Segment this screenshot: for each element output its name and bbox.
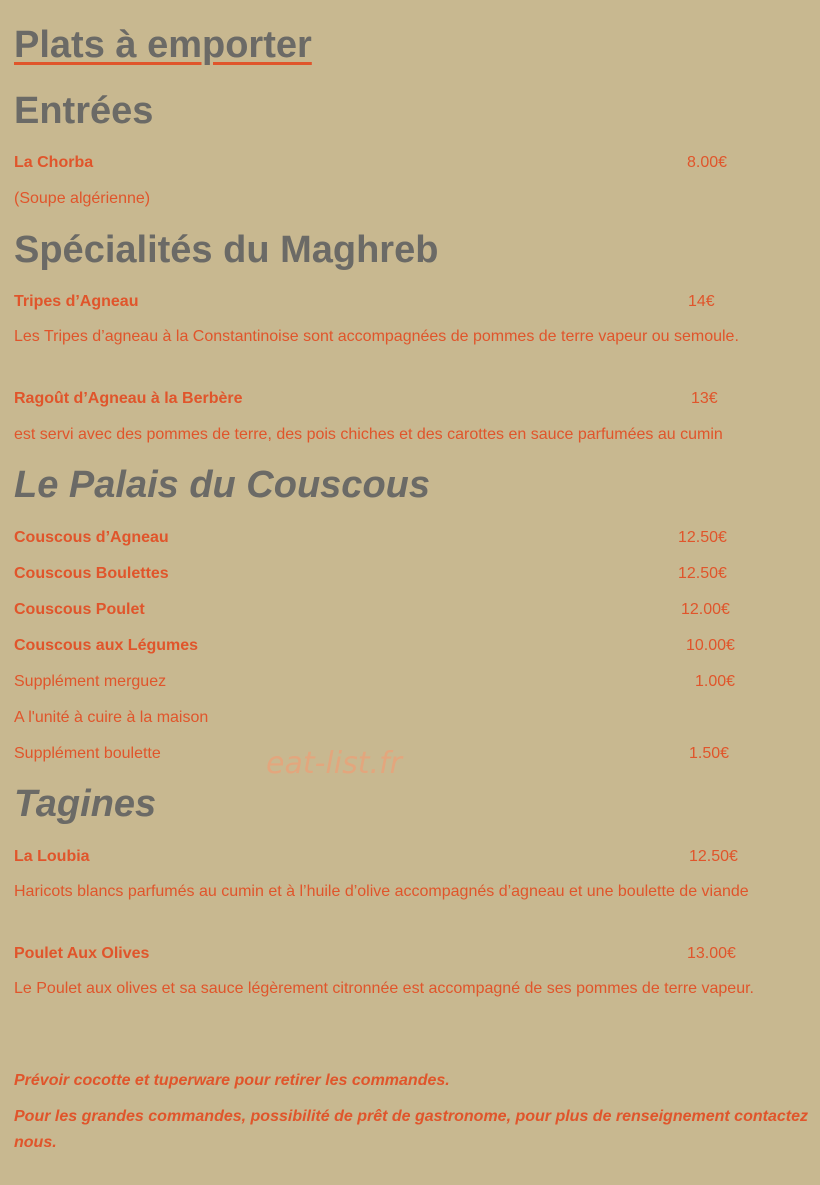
item-price-couscous-legumes: 10.00€ — [686, 637, 735, 654]
section-heading-maghreb: Spécialités du Maghreb — [14, 229, 439, 271]
item-price-couscous-agneau: 12.50€ — [678, 529, 727, 546]
item-name-couscous-legumes: Couscous aux Légumes — [14, 637, 199, 654]
item-name-tripes: Tripes d’Agneau — [14, 293, 139, 310]
section-heading-tagines: Tagines — [14, 783, 157, 825]
section-heading-couscous: Le Palais du Couscous — [14, 464, 430, 506]
item-desc-ragout: est servi avec des pommes de terre, des pois chiches et des carottes en sauce parfumées au cumin — [14, 426, 723, 443]
item-note-unite: A l'unité à cuire à la maison — [14, 709, 209, 726]
item-name-supplement-boulette: Supplément boulette — [14, 745, 161, 762]
item-name-couscous-boulettes: Couscous Boulettes — [14, 565, 169, 582]
item-name-loubia: La Loubia — [14, 848, 90, 865]
watermark: eat-list.fr — [266, 746, 402, 781]
item-price-supplement-boulette: 1.50€ — [689, 745, 730, 762]
page-title: Plats à emporter — [14, 24, 312, 66]
item-price-poulet-olives: 13.00€ — [687, 945, 736, 962]
item-price-tripes: 14€ — [688, 293, 715, 310]
item-desc-chorba: (Soupe algérienne) — [14, 190, 151, 207]
item-price-chorba: 8.00€ — [687, 154, 728, 171]
note-grandes-commandes: Pour les grandes commandes, possibilité de prêt de gastronome, pour plus de renseignement contactez nous. — [14, 1108, 808, 1151]
item-price-loubia: 12.50€ — [689, 848, 738, 865]
item-desc-tripes: Les Tripes d’agneau à la Constantinoise sont accompagnées de pommes de terre vapeur ou semoule. — [14, 328, 739, 345]
item-name-ragout: Ragoût d’Agneau à la Berbère — [14, 390, 243, 407]
item-desc-poulet-olives: Le Poulet aux olives et sa sauce légèrement citronnée est accompagné de ses pommes de terre vapeur. — [14, 980, 754, 997]
note-cocotte: Prévoir cocotte et tuperware pour retirer les commandes. — [14, 1072, 450, 1089]
item-price-ragout: 13€ — [691, 390, 718, 407]
item-name-chorba: La Chorba — [14, 154, 94, 171]
item-price-couscous-poulet: 12.00€ — [681, 601, 730, 618]
section-heading-entrees: Entrées — [14, 90, 154, 132]
item-price-supplement-merguez: 1.00€ — [695, 673, 736, 690]
item-name-supplement-merguez: Supplément merguez — [14, 673, 167, 690]
item-desc-loubia: Haricots blancs parfumés au cumin et à l’huile d’olive accompagnés d’agneau et une boulette de viande — [14, 883, 749, 900]
item-name-poulet-olives: Poulet Aux Olives — [14, 945, 150, 962]
item-name-couscous-poulet: Couscous Poulet — [14, 601, 145, 618]
item-price-couscous-boulettes: 12.50€ — [678, 565, 727, 582]
item-name-couscous-agneau: Couscous d’Agneau — [14, 529, 169, 546]
